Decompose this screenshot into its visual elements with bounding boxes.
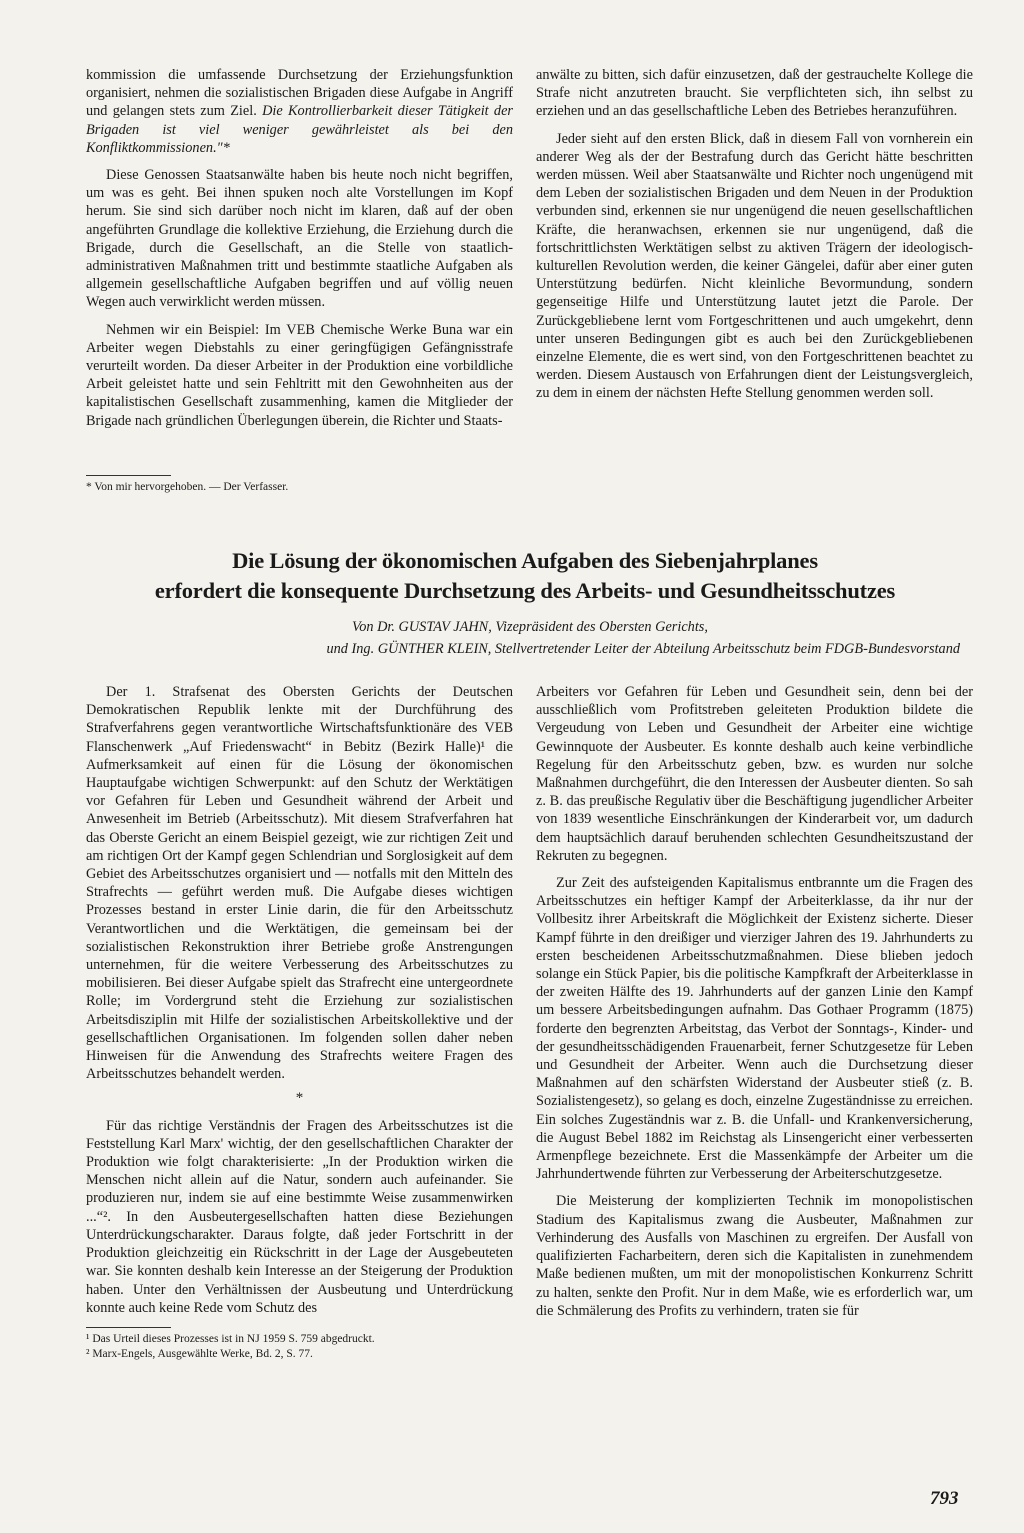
title-line: erfordert die konsequente Durchsetzung des Arbeits- und Gesundheitsschutzes bbox=[154, 578, 896, 603]
bottom-left-column bbox=[86, 683, 513, 1362]
paragraph: Für das richtige Verständnis der Fragen des Arbeitsschutzes ist die Feststellung Karl Marx' wichtig, der den gesellschaftlichen Charakter der Produktion wie folgt charakterisierte: „In der Produktion wirken die Menschen nicht allein auf die Natur, sondern auch aufeinander. Sie produzieren nur, indem sie auf eine bestimmte Weise zusammenwirken ...“². In den Ausbeutergesellschaften hatten diese Beziehungen Unterdrückungscharakter. Daraus folgte, daß jeder Fortschritt in der Produktion gleichzeitig ein Rückschritt in der Lage der Ausgebeuteten war. Sie konnten deshalb kein Interesse an der Steigerung der Produktion haben. Unter den Verhältnissen der Ausbeutung und Unterdrückung konnte auch keine Rede vom Schutz des bbox=[86, 1117, 513, 1316]
paragraph: Diese Genossen Staatsanwälte haben bis heute noch nicht begriffen, um was es geht. Bei ihnen spuken noch alte Vorstellungen im Kopf herum. Sie sind sich darüber noch nicht im klaren, daß auf der oben angeführten Grundlage die kollektive Erziehung, die Erziehung durch die Brigade, durch die Gesellschaft, an die Stelle von staatlich-administrativen Maßnahmen tritt und bestimmte staatliche Aufgaben als allgemein gesellschaftliche Aufgaben begriffen und auf völlig neuen Wegen auch verwirklicht werden müssen. bbox=[86, 167, 513, 311]
footnote: ² Marx-Engels, Ausgewählte Werke, Bd. 2, S. 77. bbox=[86, 1347, 313, 1360]
paragraph: anwälte zu bitten, sich dafür einzusetzen, daß der gestrauchelte Kollege die Strafe nicht anzutreten braucht. Sie verpflichteten sich, ihn selbst zu erziehen und an das gesellschaftliche Leben des Betriebes heranzuführen. bbox=[536, 67, 973, 120]
top-footnote-block bbox=[86, 465, 513, 495]
paragraph: Die Meisterung der komplizierten Technik im monopolistischen Stadium des Kapitalismus zwang die Ausbeuter, Maßnahmen zur Verhinderung des Ausfalls von Maschinen zu ergreifen. Der Ausfall von qualifizierten Facharbeitern, deren sich die Kapitalisten in zunehmendem Maße bedienen mußten, um mit der monopolistischen Konkurrenz Schritt zu halten, senkte den Profit. Nur in dem Maße, wie es erforderlich war, um die Schmälerung des Profits zu verhindern, traten sie für bbox=[536, 1193, 973, 1319]
paragraph: Arbeiters vor Gefahren für Leben und Gesundheit sein, denn bei der ausschließlich vom Profitstreben geleiteten Produktion bildete die Vergeudung von Leben und Gesundheit der Arbeiter eine wichtige Gewinnquote der Ausbeuter. Es konnte deshalb auch keine verbindliche Regelung für den Arbeitsschutz geben, bzw. es wurden nur solche Maßnahmen durchgeführt, die den Interessen der Ausbeuter dienten. So sah z. B. das preußische Regulativ über die Beschäftigung jugendlicher Arbeiter von 1839 wesentliche Einschränkungen der Kinderarbeit vor, um dadurch dem hauptsächlich darauf beruhenden schlechten Gesundheitszustand der Rekruten zu begegnen. bbox=[536, 684, 973, 864]
top-left-column bbox=[86, 66, 513, 430]
article-title bbox=[60, 546, 990, 606]
paragraph: Jeder sieht auf den ersten Blick, daß in diesem Fall von vornherein ein anderer Weg als der der Bestrafung durch das Gericht hätte beschritten werden müssen. Weil aber Staatsanwälte und Richter noch ungenügend mit dem Leben der sozialistischen Brigaden und dem Neuen in der Produktion verbunden sind, erkennen sie nur ungenügend die neuen gesellschaftlichen Kräfte, die heranwachsen, erkennen sie nur ungenügend, daß die fortschrittlichsten Werktätigen selbst zu aktiven Trägern der ideologisch-kulturellen Revolution werden, die keiner Gängelei, dafür aber einer guten Unterstützung bedürfen. Nicht kleinliche Bevormundung, sondern gegenseitige Hilfe und Unterstützung lautet jetzt die Parole. Der Zurückgebliebene lernt vom Fortgeschrittenen und auch umgekehrt, denn unter unseren Bedingungen gibt es auch bei den Zurückgebliebenen einzelne Elemente, die es wert sind, von den Fortgeschrittenen beachtet zu werden. Diesem Austausch von Erfahrungen dient der Leistungsvergleich, zu dem in einem der nächsten Hefte Stellung genommen werden soll. bbox=[536, 130, 973, 402]
paragraph: Zur Zeit des aufsteigenden Kapitalismus entbrannte um die Fragen des Arbeitsschutzes ein heftiger Kampf der Arbeiterklasse, da ihr nur der Vollbesitz ihrer Arbeitskraft die Möglichkeit der Existenz sicherte. Dieser Kampf führte in den dreißiger und vierziger Jahren des 19. Jahrhunderts zu ersten bescheidenen Arbeitsschutzmaßnahmen. Diese blieben jedoch solange ein Stück Papier, bis die politische Kampfkraft der Arbeiterklasse in der zweiten Hälfte des 19. Jahrhunderts auf der ganzen Linie den Kampf um bessere Arbeitsbedingungen aufnahm. Das Gothaer Programm (1875) forderte den begrenzten Arbeitstag, das Verbot der Sonntags-, Kinder- und der gesundheitsschädigenden Frauenarbeit, ferner Schutzgesetze für Leben und Gesundheit der Arbeiter. Wenn auch die Durchsetzung dieser Maßnahmen auf den schärfsten Widerstand der Ausbeuter stieß (z. B. Sozialistengesetz), so gelang es doch, einzelne Zugeständnisse zu erreichen. Ein solches Zugeständnis war z. B. die Unfall- und Krankenversicherung, die August Bebel 1882 im Reichstag als Linsengericht einer verbesserten Armenpflege bezeichnete. Erst die Massenkämpfe der Arbeiter um die Jahrhundertwende führten zur Verbesserung der Arbeiterschutzgesetze. bbox=[536, 875, 973, 1183]
emphasized-text: Die Kontrollierbarkeit dieser Tätigkeit der Brigaden ist viel weniger gewährleistet als bei den Konfliktkommissionen."* bbox=[86, 103, 513, 156]
footnote-rule bbox=[86, 1327, 171, 1328]
paragraph: kommission die umfassende Durchsetzung der Erziehungsfunktion organisiert, nehmen die sozialistischen Brigaden diese Aufgabe in Angriff und gelangen stets zum Ziel. Die Kontrollierbarkeit dieser Tätigkeit der Brigaden ist viel weniger gewährleistet als bei den Konfliktkommissionen."* bbox=[86, 67, 513, 156]
byline-line: Von Dr. GUSTAV JAHN, Vizepräsident des Obersten Gerichts, bbox=[352, 619, 708, 635]
article-byline bbox=[60, 616, 960, 660]
bottom-right-column bbox=[536, 683, 973, 1320]
page-number: 793 bbox=[930, 1488, 959, 1509]
footnote: * Von mir hervorgehoben. — Der Verfasser. bbox=[86, 481, 289, 493]
footnote-rule bbox=[86, 475, 171, 476]
section-separator: * bbox=[295, 1090, 304, 1107]
paragraph: Nehmen wir ein Beispiel: Im VEB Chemische Werke Buna war ein Arbeiter wegen Diebstahls zu einer geringfügigen Gefängnisstrafe verurteilt worden. Da dieser Arbeiter in der Produktion eine vorbildliche Arbeit geleistet hatte und sein Fehltritt mit den Gewohnheiten aus der kapitalistischen Gesellschaft zusammenhing, kamen die Mitglieder der Brigade nach gründlichen Überlegungen überein, die Richter und Staats- bbox=[86, 321, 513, 429]
top-right-column bbox=[536, 66, 973, 403]
paragraph: Der 1. Strafsenat des Obersten Gerichts der Deutschen Demokratischen Republik lenkte mit der Durchführung des Strafverfahrens gegen verantwortliche Wirtschaftsfunktionäre des VEB Flanschenwerk „Auf Friedenswacht“ in Bebitz (Bezirk Halle)¹ die Aufmerksamkeit auf einen für die Lösung der ökonomischen Hauptaufgabe wichtigen Schwerpunkt: auf den Schutz der Werktätigen vor Gefahren für Leben und Gesundheit während der Arbeit und Anwesenheit im Betrieb (Arbeitsschutz). Mit diesem Strafverfahren hat das Oberste Gericht an einem Beispiel gezeigt, wie zur richtigen Zeit und am richtigen Ort der Kampf gegen Schlendrian und Sorglosigkeit auf dem Gebiet des Arbeitsschutzes organisiert und — notfalls mit den Mitteln des Strafrechts — geführt werden muß. Die Aufgabe dieses wichtigen Prozesses bestand in erster Linie darin, die für den Arbeitsschutz Verantwortlichen und die Werktätigen, die gemeinsam bei der sozialistischen Rekonstruktion ihrer Betriebe große Anstrengungen unternehmen, für die weitere Verbesserung des Arbeitsschutzes zu mobilisieren. Bei dieser Aufgabe spielt das Strafrecht eine untergeordnete Rolle; im Vordergrund steht die Erziehung zur sozialistischen Arbeitsdisziplin mit Hilfe der sozialistischen Arbeitskollektive und der gesellschaftlichen Organisationen. Im folgenden sollen daher neben Hinweisen für die Anwendung des Strafrechts weitere Fragen des Arbeitsschutzes behandelt werden. bbox=[86, 684, 513, 1083]
footnote: ¹ Das Urteil dieses Prozesses ist in NJ 1959 S. 759 abgedruckt. bbox=[86, 1332, 375, 1345]
byline-line: und Ing. GÜNTHER KLEIN, Stellvertretender Leiter der Abteilung Arbeitsschutz beim FDGB-Bundesvorstand bbox=[326, 641, 960, 657]
title-line: Die Lösung der ökonomischen Aufgaben des Siebenjahrplanes bbox=[232, 548, 818, 573]
